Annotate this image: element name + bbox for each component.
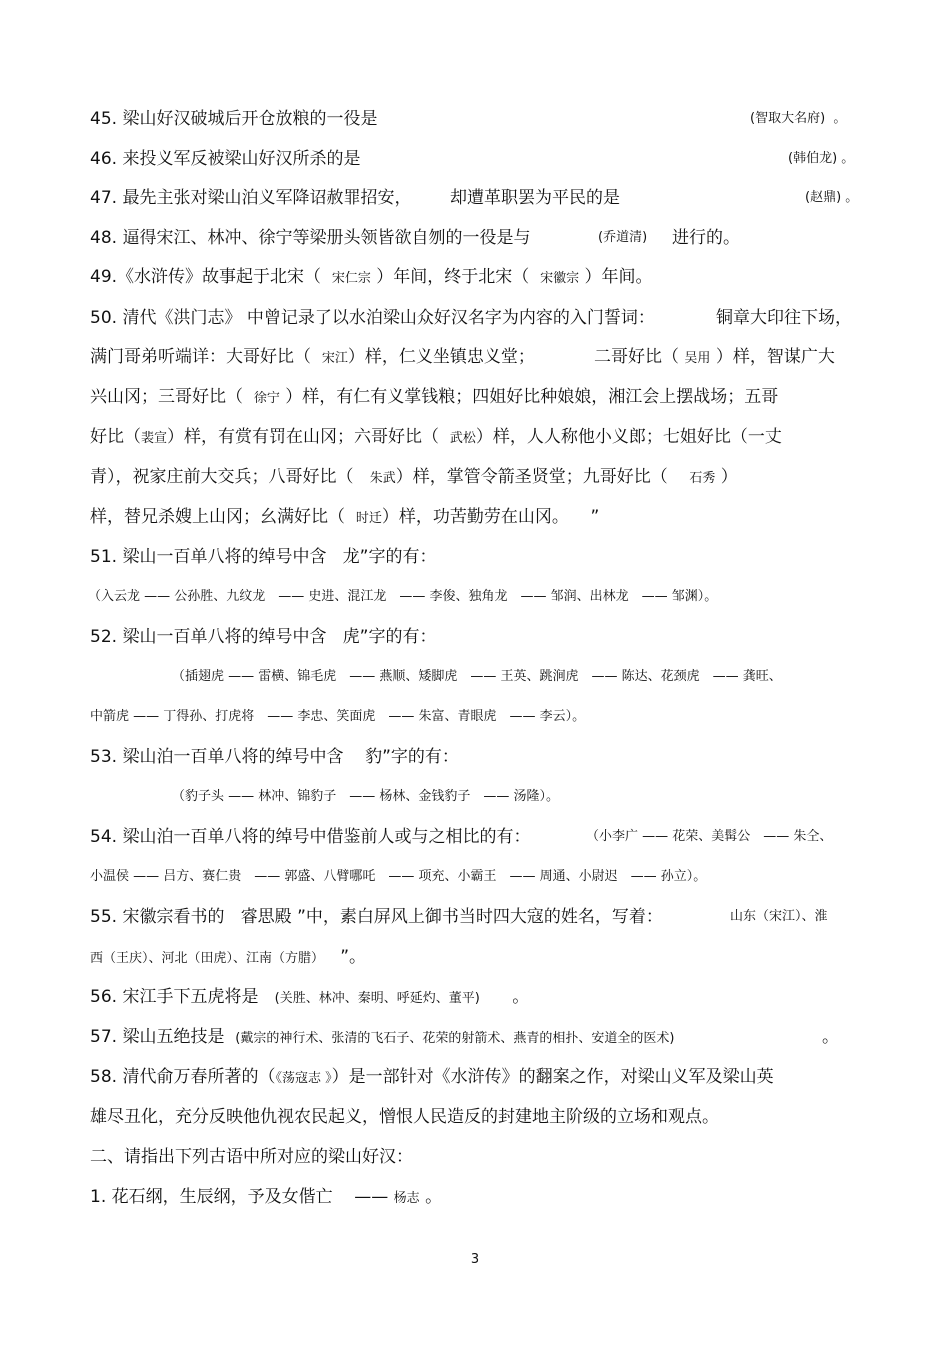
answer-46: (韩伯龙) 。 <box>788 151 855 166</box>
answer: 时迁 <box>355 511 382 526</box>
answer-53: （豹子头 —— 林冲、锦豹子 —— 杨林、金钱豹子 —— 汤隆）。 <box>172 789 560 804</box>
answer: 《荡寇志 》 <box>275 1071 332 1086</box>
question-47-cont: 却遭革职罢为平民的是 <box>450 188 620 208</box>
question-49: 49.《水浒传》故事起于北宋（ 宋仁宗 ）年间，终于北宋（ 宋徽宗 ）年间。 <box>90 267 653 287</box>
answer: (关胜、林冲、秦明、呼延灼、董平) <box>274 991 480 1006</box>
question-text: 梁山好汉破城后开仓放粮的一役是 <box>122 109 378 129</box>
question-50-oath-start: 铜章大印往下场， <box>716 308 852 328</box>
question-number: 54. <box>90 827 118 847</box>
question-50-line-6: 样，替兄杀嫂上山冈；幺满好比（ 时迁）样，功苦勤劳在山冈。 ” <box>90 507 600 527</box>
answer: 徐宁 <box>253 391 280 406</box>
question-56: 56. 宋江手下五虎将是 (关胜、林冲、秦明、呼延灼、董平) 。 <box>90 987 530 1007</box>
question-50-line-3: 兴山冈；三哥好比（ 徐宁 ）样，有仁有义掌钱粮；四姐好比种娘娘，湘江会上摆战场；五哥 <box>90 387 779 407</box>
question-50: 50. 清代《洪门志》 中曾记录了以水泊梁山众好汉名字为内容的入门誓词： <box>90 308 655 328</box>
question-50-line-4: 好比（裴宣）样，有赏有罚在山冈；六哥好比（ 武松）样，人人称他小义郎；七姐好比（一丈 <box>90 427 782 447</box>
question-number: 1. <box>90 1187 107 1207</box>
question-number: 49. <box>90 267 118 287</box>
answer-48: (乔道清) <box>598 230 648 245</box>
question-58-line-2: 雄尽丑化，充分反映他仇视农民起义，憎恨人民造反的封建地主阶级的立场和观点。 <box>90 1107 719 1127</box>
answer: 杨志 <box>393 1191 420 1206</box>
question-53: 53. 梁山泊一百单八将的绰号中含 豹”字的有： <box>90 747 459 767</box>
question-50-line-2: 满门哥弟听端详：大哥好比（ 宋江）样，仁义坐镇忠义堂； <box>90 347 535 367</box>
question-number: 56. <box>90 987 118 1007</box>
page-number: 3 <box>470 1252 480 1267</box>
answer-45: (智取大名府) 。 <box>750 111 847 126</box>
question-45 <box>90 108 377 130</box>
question-57-end: 。 <box>822 1027 839 1047</box>
question-number: 46. <box>90 149 118 169</box>
question-46 <box>90 148 360 170</box>
question-47 <box>90 187 411 209</box>
answer-52-line-1: （插翅虎 —— 雷横、锦毛虎 —— 燕顺、矮脚虎 —— 王英、跳涧虎 —— 陈达、花颈虎 —— 龚旺、 <box>172 669 782 684</box>
answer-55-line-2: 西（王庆）、河北（田虎）、江南（方腊） ”。 <box>90 947 367 967</box>
question-50-line-5: 青），祝家庄前大交兵；八哥好比（ 朱武）样，掌管令箭圣贤堂；九哥好比（ 石秀 ） <box>90 467 738 487</box>
section-heading: 二、请指出下列古语中所对应的梁山好汉： <box>90 1147 413 1167</box>
question-text: 逼得宋江、林冲、徐宁等梁册头领皆欲自刎的一役是与 <box>122 228 531 248</box>
question-text: 来投义军反被梁山好汉所杀的是 <box>122 149 361 169</box>
question-number: 50. <box>90 308 118 328</box>
answer: 宋徽宗 <box>540 271 580 286</box>
answer: 武松 <box>449 431 476 446</box>
answer-47: (赵鼎) 。 <box>805 190 859 205</box>
question-54: 54. 梁山泊一百单八将的绰号中借鉴前人或与之相比的有： <box>90 827 531 847</box>
question-57: 57. 梁山五绝技是 (戴宗的神行术、张清的飞石子、花荣的射箭术、燕青的相扑、安道全的医术) <box>90 1027 675 1047</box>
question-number: 58. <box>90 1067 118 1087</box>
answer: 石秀 <box>689 471 716 486</box>
question-number: 53. <box>90 747 118 767</box>
question-55: 55. 宋徽宗看书的 睿思殿 ”中，素白屏风上御书当时四大寇的姓名，写着： <box>90 907 663 927</box>
answer: (戴宗的神行术、张清的飞石子、花荣的射箭术、燕青的相扑、安道全的医术) <box>235 1031 675 1046</box>
answer-55-line-1: 山东（宋江）、淮 <box>730 909 828 924</box>
question-number: 47. <box>90 188 118 208</box>
answer: 宋仁宗 <box>331 271 371 286</box>
question-50-line-2b: 二哥好比（ 吴用 ）样，智谋广大 <box>594 347 835 367</box>
answer: 宋江 <box>321 351 348 366</box>
question-48-cont: 进行的。 <box>672 228 740 248</box>
answer: 裴宣 <box>141 431 168 446</box>
question-number: 55. <box>90 907 118 927</box>
answer: 朱武 <box>369 471 396 486</box>
question-51: 51. 梁山一百单八将的绰号中含 龙”字的有： <box>90 547 437 567</box>
question-number: 51. <box>90 547 118 567</box>
question-text: 最先主张对梁山泊义军降诏赦罪招安， <box>122 188 412 208</box>
question-58: 58. 清代俞万春所著的（《荡寇志 》）是一部针对《水浒传》的翻案之作，对梁山义军及梁山英 <box>90 1067 774 1087</box>
section2-question-1: 1. 花石纲，生辰纲，予及女偕亡 —— 杨志 。 <box>90 1187 443 1207</box>
question-48 <box>90 227 530 249</box>
answer-54-line-1: （小李广 —— 花荣、美髯公 —— 朱仝、 <box>586 829 833 844</box>
answer-52-line-2: 中箭虎 —— 丁得孙、打虎将 —— 李忠、笑面虎 —— 朱富、青眼虎 —— 李云）。 <box>90 709 586 724</box>
answer-51: （入云龙 —— 公孙胜、九纹龙 —— 史进、混江龙 —— 李俊、独角龙 —— 邹润、出林龙 —— 邹渊）。 <box>88 589 718 604</box>
question-number: 57. <box>90 1027 118 1047</box>
question-number: 48. <box>90 228 118 248</box>
answer: 吴用 <box>684 351 711 366</box>
question-52: 52. 梁山一百单八将的绰号中含 虎”字的有： <box>90 627 437 647</box>
answer-54-line-2: 小温侯 —— 吕方、赛仁贵 —— 郭盛、八臂哪吒 —— 项充、小霸王 —— 周通、小尉迟 —— 孙立）。 <box>90 869 707 884</box>
question-number: 45. <box>90 109 118 129</box>
question-number: 52. <box>90 627 118 647</box>
